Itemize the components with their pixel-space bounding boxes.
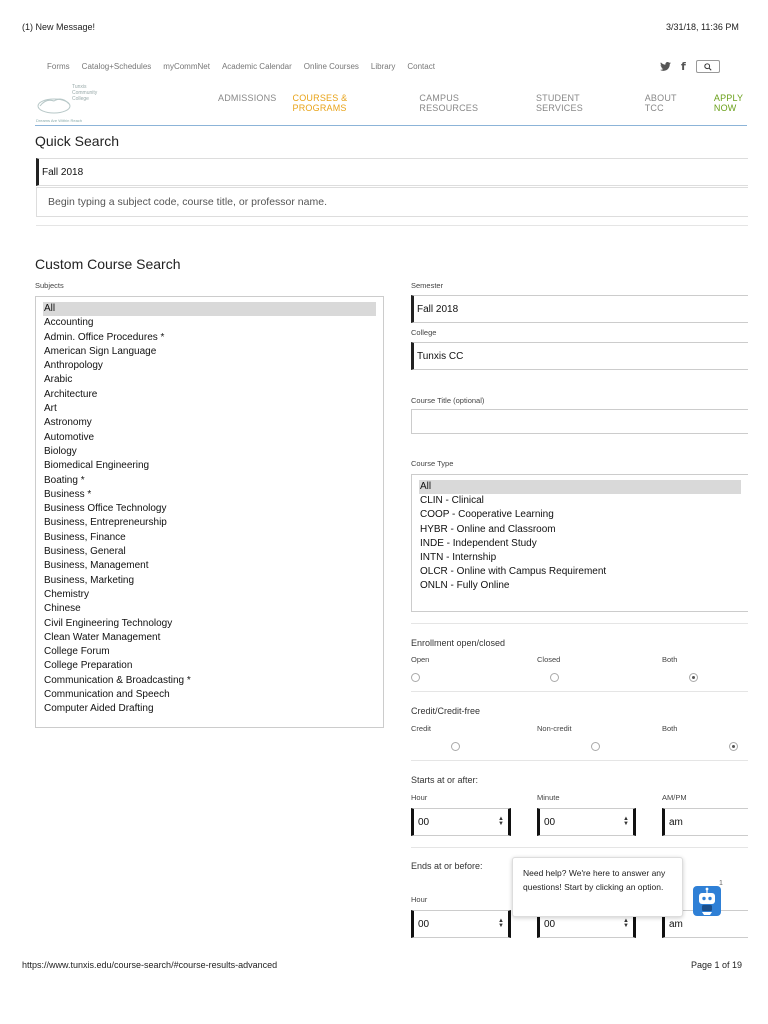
subject-option[interactable]: Automotive [44, 431, 95, 443]
subject-option[interactable]: Business, Finance [44, 531, 126, 543]
utility-link-contact[interactable]: Contact [407, 62, 435, 71]
updown-arrows-icon: ▲ ▼ [623, 816, 629, 827]
nav-courses-programs[interactable]: COURSES & PROGRAMS [292, 93, 348, 113]
enrollment-open-label: Open [411, 655, 430, 664]
credit-noncredit-radio[interactable] [591, 742, 600, 751]
subject-option[interactable]: Business, Entrepreneurship [44, 517, 167, 529]
ends-hour-select[interactable] [411, 910, 511, 938]
course-type-option[interactable]: HYBR - Online and Classroom [420, 523, 556, 535]
course-type-option[interactable]: OLCR - Online with Campus Requirement [420, 566, 607, 578]
course-type-option[interactable]: INDE - Independent Study [420, 537, 537, 549]
course-title-input[interactable] [411, 409, 748, 434]
enrollment-closed-label: Closed [537, 655, 561, 664]
ends-label: Ends at or before: [411, 861, 483, 871]
chatbot-badge: 1 [719, 880, 723, 887]
utility-link-catalog[interactable]: Catalog+Schedules [81, 62, 152, 71]
subject-option[interactable]: College Forum [44, 646, 110, 658]
credit-credit-radio[interactable] [451, 742, 460, 751]
semester-value: Fall 2018 [417, 303, 459, 315]
subject-option[interactable]: Communication and Speech [44, 689, 170, 701]
utility-link-mycommnet[interactable]: myCommNet [163, 62, 210, 71]
subject-option[interactable]: Architecture [44, 388, 98, 400]
utility-nav [47, 62, 435, 71]
college-select[interactable] [411, 342, 748, 370]
starts-ampm-value: am [669, 816, 683, 828]
subject-option[interactable]: Business * [44, 488, 92, 500]
course-type-option[interactable]: ONLN - Fully Online [420, 580, 510, 592]
enrollment-both-label: Both [662, 655, 678, 664]
starts-minute-value: 00 [544, 816, 556, 828]
logo-line-1: Tunxis [72, 84, 87, 90]
subject-option[interactable]: Biomedical Engineering [44, 460, 150, 472]
semester-select[interactable] [411, 295, 748, 323]
subject-option[interactable]: Business Office Technology [44, 503, 167, 515]
college-logo[interactable] [36, 82, 106, 122]
starts-label: Starts at or after: [411, 775, 479, 785]
utility-link-calendar[interactable]: Academic Calendar [221, 62, 292, 71]
subject-option[interactable]: All [43, 302, 376, 316]
logo-graphic-icon [36, 92, 72, 116]
utility-link-forms[interactable]: Forms [47, 62, 70, 71]
updown-arrows-icon: ▲ ▼ [623, 918, 629, 929]
search-button[interactable] [696, 60, 720, 73]
enrollment-closed-radio[interactable] [550, 673, 559, 682]
subject-option[interactable]: Communication & Broadcasting * [44, 674, 191, 686]
main-nav [218, 93, 768, 113]
credit-noncredit-label: Non-credit [537, 724, 572, 733]
subject-option[interactable]: Accounting [44, 317, 94, 329]
starts-ampm-select[interactable] [662, 808, 748, 836]
quick-search-semester-select[interactable] [36, 158, 748, 186]
subject-option[interactable]: Business, Marketing [44, 574, 135, 586]
subject-option[interactable]: Computer Aided Drafting [44, 703, 154, 715]
starts-ampm-label: AM/PM [662, 793, 687, 802]
subject-option[interactable]: Business, Management [44, 560, 149, 572]
print-page-number: Page 1 of 19 [691, 960, 743, 970]
subject-option[interactable]: Business, General [44, 546, 126, 558]
course-type-option[interactable]: COOP - Cooperative Learning [420, 509, 554, 521]
credit-credit-label: Credit [411, 724, 432, 733]
print-page-title: (1) New Message! [22, 22, 96, 32]
nav-campus-resources[interactable]: CAMPUS RESOURCES [419, 93, 479, 113]
ends-hour-value: 00 [418, 918, 430, 930]
enrollment-both-radio[interactable] [689, 673, 698, 682]
subject-option[interactable]: American Sign Language [44, 345, 157, 357]
updown-arrows-icon: ▲ ▼ [498, 918, 504, 929]
semester-label: Semester [411, 281, 444, 290]
logo-line-3: College [72, 96, 89, 102]
credit-both-label: Both [662, 724, 678, 733]
subject-option[interactable]: Clean Water Management [44, 631, 161, 643]
quick-search-input[interactable] [36, 187, 748, 217]
starts-hour-value: 00 [418, 816, 430, 828]
subject-option[interactable]: Biology [44, 445, 77, 457]
subject-option[interactable]: Chinese [44, 603, 81, 615]
subject-option[interactable]: Art [44, 403, 57, 415]
quick-search-divider [36, 225, 748, 226]
nav-apply-now[interactable]: APPLY NOW [713, 93, 744, 113]
course-type-label: Course Type [411, 459, 454, 468]
enrollment-label: Enrollment open/closed [411, 638, 506, 648]
course-type-listbox[interactable] [411, 474, 748, 612]
credit-label: Credit/Credit-free [411, 706, 481, 716]
help-popup-text: Need help? We're here to answer any questions! Start by clicking an option. [523, 868, 666, 892]
starts-minute-label: Minute [537, 793, 560, 802]
divider [411, 623, 748, 624]
custom-search-title: Custom Course Search [35, 256, 181, 272]
updown-arrows-icon: ▲ ▼ [498, 816, 504, 827]
subjects-label: Subjects [35, 281, 64, 290]
nav-admissions[interactable]: ADMISSIONS [218, 93, 277, 103]
subject-option[interactable]: Anthropology [44, 360, 103, 372]
ends-hour-label: Hour [411, 895, 428, 904]
college-label: College [411, 328, 437, 337]
subjects-listbox[interactable] [35, 296, 384, 728]
nav-divider [35, 125, 747, 126]
logo-tagline: Dreams Are Within Reach [36, 118, 83, 123]
course-type-option[interactable]: All [419, 480, 741, 494]
chatbot-button[interactable] [693, 886, 721, 916]
subject-option[interactable]: Astronomy [44, 417, 92, 429]
subject-option[interactable]: Chemistry [44, 588, 90, 600]
subject-option[interactable]: Boating * [44, 474, 85, 486]
course-type-option[interactable]: CLIN - Clinical [420, 495, 484, 507]
subject-option[interactable]: Admin. Office Procedures * [44, 331, 165, 343]
starts-hour-select[interactable] [411, 808, 511, 836]
twitter-icon[interactable] [660, 62, 671, 71]
robot-icon [693, 886, 721, 916]
course-type-option[interactable]: INTN - Internship [420, 552, 497, 564]
credit-both-radio[interactable] [729, 742, 738, 751]
social-links [660, 60, 720, 73]
divider [411, 760, 748, 761]
ends-minute-value: 00 [544, 918, 556, 930]
subject-option[interactable]: College Preparation [44, 660, 133, 672]
ends-ampm-value: am [669, 918, 683, 930]
subject-option[interactable]: Civil Engineering Technology [44, 617, 173, 629]
college-value: Tunxis CC [417, 350, 464, 362]
search-icon [704, 63, 712, 71]
quick-search-placeholder: Begin typing a subject code, course title, or professor name. [48, 196, 327, 208]
quick-search-semester-value: Fall 2018 [42, 166, 84, 178]
print-url: https://www.tunxis.edu/course-search/#course-results-advanced [22, 960, 278, 970]
print-datetime: 3/31/18, 11:36 PM [666, 22, 739, 32]
logo-line-2: Community [72, 90, 98, 96]
subject-option[interactable]: Arabic [44, 374, 73, 386]
nav-about[interactable]: ABOUT TCC [644, 93, 677, 113]
help-popup[interactable] [512, 857, 683, 917]
facebook-icon[interactable]: f [681, 60, 686, 73]
utility-link-library[interactable]: Library [370, 62, 396, 71]
course-title-label: Course Title (optional) [411, 396, 485, 405]
nav-student-services[interactable]: STUDENT SERVICES [535, 93, 583, 113]
divider [411, 847, 748, 848]
utility-link-online-courses[interactable]: Online Courses [303, 62, 359, 71]
starts-hour-label: Hour [411, 793, 428, 802]
enrollment-open-radio[interactable] [411, 673, 420, 682]
starts-minute-select[interactable] [537, 808, 636, 836]
quick-search-title: Quick Search [35, 133, 120, 149]
divider [411, 691, 748, 692]
